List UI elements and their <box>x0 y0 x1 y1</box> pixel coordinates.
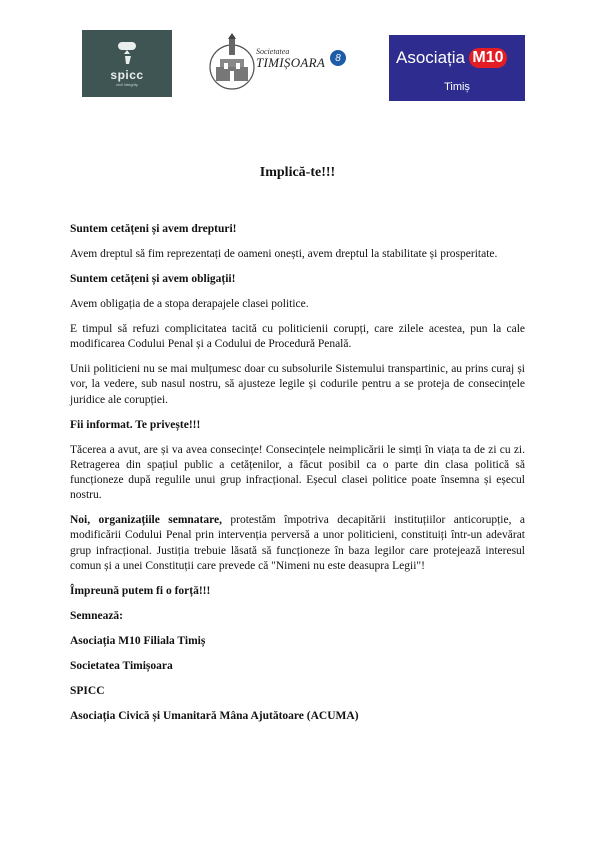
paragraph: Suntem cetățeni și avem obligații! <box>70 273 236 285</box>
paragraph: Fii informat. Te privește!!! <box>70 418 201 431</box>
paragraph: Tăcerea a avut, are și va avea consecințe! Consecințele neimplicării le simți în viața ta de zi cu zi. Retragerea din spațiul public a cetățenilor, a făcut posibil ca o parte din clasa politică să funcționeze după regulile unui grup infracțional. Eșecul clasei politice poate însemna și eșecul nostru. <box>70 443 525 502</box>
paragraph: Unii politicieni nu se mai mulțumesc doar cu subsolurile Sistemului transpartinic, au prins curaj și vor, la vedere, sub nasul nostru, să ajusteze legile și codurile pentru a se proteja de consecințele juridice ale corupției. <box>70 363 525 406</box>
spicc-logo-name: spicc <box>110 68 144 82</box>
paragraph: Suntem cetățeni și avem drepturi! <box>70 223 237 235</box>
paragraph: E timpul să refuzi complicitatea tacită cu politicienii corupți, care zilele acestea, pun la cale modificarea Codului Penal și a Codului de Procedură Penală. <box>70 323 525 351</box>
societatea-logo-small: Societatea <box>256 47 290 56</box>
document-body <box>70 222 525 734</box>
societatea-timisoara-logo <box>208 33 350 95</box>
spicc-logo-tagline: civil integrity <box>116 82 138 87</box>
cathedral-icon <box>208 33 258 95</box>
signatory: Asociația Civică și Umanitară Mâna Ajutătoare (ACUMA) <box>70 709 359 722</box>
signatory: Societatea Timișoara <box>70 659 173 672</box>
spicc-mark-icon <box>116 40 138 66</box>
paragraph: Avem obligația de a stopa derapajele clasei politice. <box>70 298 309 310</box>
paragraph <box>70 513 525 574</box>
paragraph-lead: Noi, organizațiile semnatare, <box>70 514 222 527</box>
paragraph: Avem dreptul să fim reprezentați de oameni onești, avem dreptul la stabilitate și prosperitate. <box>70 248 498 260</box>
spicc-logo <box>82 30 172 97</box>
societatea-logo-big: TIMIȘOARA <box>256 55 326 70</box>
signatories-heading: Semnează: <box>70 609 124 622</box>
paragraph: Împreună putem fi o forță!!! <box>70 584 211 597</box>
m10-logo <box>389 35 525 101</box>
signatory: SPICC <box>70 684 105 697</box>
societatea-logo-badge: 8 <box>330 50 346 66</box>
logo-bar <box>0 0 595 110</box>
m10-logo-mark: M10 <box>469 48 507 68</box>
m10-logo-city: Timiș <box>444 81 470 93</box>
signatory: Asociația M10 Filiala Timiș <box>70 634 206 647</box>
paragraph-rest: protestăm împotriva decapitării instituțiilor anticorupție, a modificării Codului Penal prin intervenția perversă a unor politicieni, constituiți într-un adevărat grup infracțional. Justiția trebuie lăsată să funcționeze în baza legilor care protejează interesul comun și a unei Constituții care prevede că "Nimeni nu este deasupra Legii"! <box>70 514 525 572</box>
m10-logo-word: Asociația <box>396 48 465 67</box>
page-title: Implică-te!!! <box>259 165 336 180</box>
